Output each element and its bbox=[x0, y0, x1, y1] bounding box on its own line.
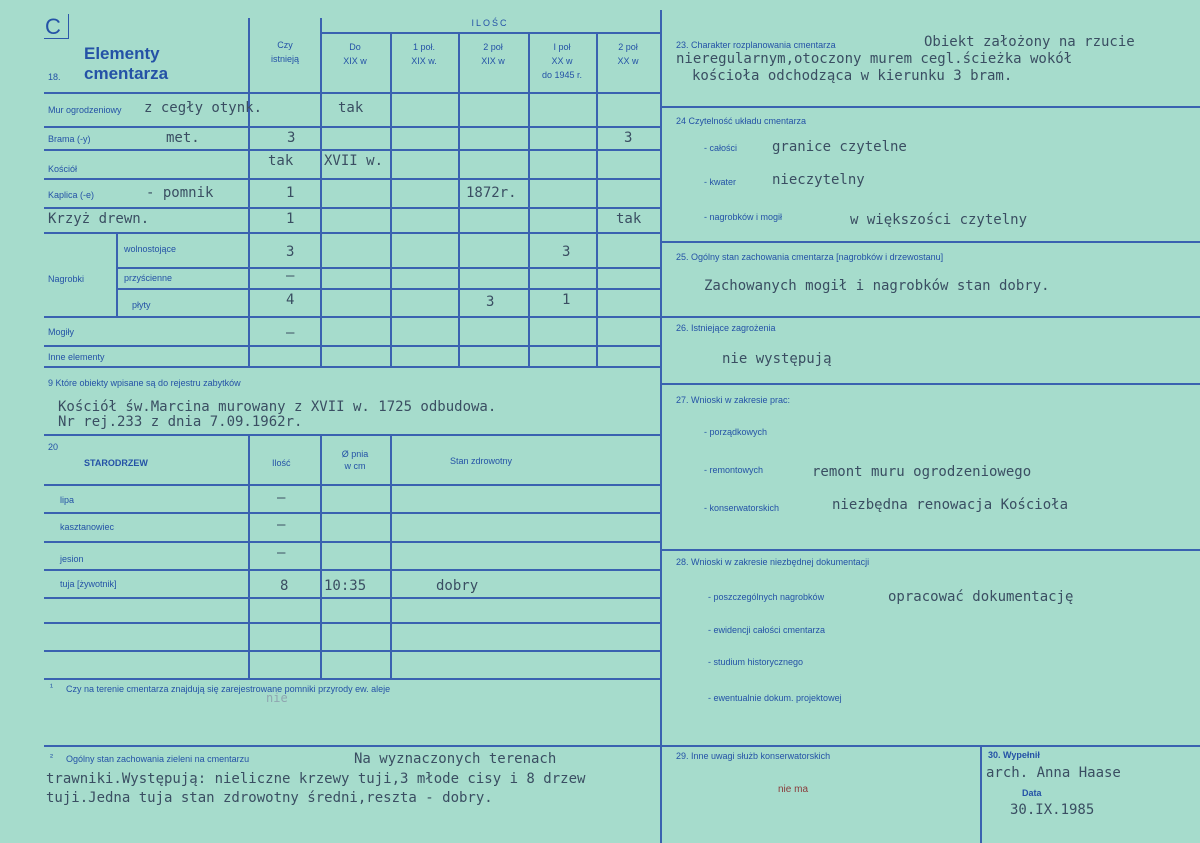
sec27-remontowych-label: - remontowych bbox=[704, 465, 764, 475]
nagrobki-wolnostojace-czy: 3 bbox=[286, 244, 295, 260]
sec22-number: ² bbox=[50, 752, 53, 762]
kosciol-czy: tak bbox=[268, 153, 294, 169]
section-number: 18. bbox=[48, 72, 61, 82]
kaplica-czy: 1 bbox=[286, 185, 295, 201]
row-label-krzyz: Krzyż drewn. bbox=[48, 211, 150, 227]
col-line: XIX w bbox=[481, 56, 505, 66]
sec20-number: 20 bbox=[48, 442, 59, 452]
rule bbox=[44, 434, 660, 436]
col-czy-line: istnieją bbox=[270, 54, 299, 64]
rule bbox=[390, 434, 392, 678]
rule bbox=[44, 678, 660, 680]
col-line: 2 poł bbox=[618, 42, 638, 52]
sec25-value: Zachowanych mogił i nagrobków stan dobry. bbox=[704, 278, 1050, 294]
sec27-label: 27. Wnioski w zakresie prac: bbox=[676, 395, 791, 405]
rule bbox=[44, 345, 660, 347]
row-label-brama: Brama (-y) bbox=[48, 134, 91, 144]
sec23-line1: Obiekt założony na rzucie bbox=[924, 34, 1135, 50]
krzyz-2pol-xx: tak bbox=[616, 211, 642, 227]
row-label-mur: Mur ogrodzeniowy bbox=[48, 105, 122, 115]
sec20-col-ilosc: Ilość bbox=[272, 458, 291, 468]
col-czy-line: Czy bbox=[277, 40, 293, 50]
row-label-mogily: Mogiły bbox=[48, 327, 75, 337]
tree-tuja-stan: dobry bbox=[436, 578, 479, 594]
krzyz-czy: 1 bbox=[286, 211, 295, 227]
sec24-label: 24 Czytelność układu cmentarza bbox=[676, 116, 807, 126]
nagrobki-przyscienne-czy: – bbox=[286, 268, 295, 284]
tree-label-jesion: jesion bbox=[60, 554, 84, 564]
row-label-inne: Inne elementy bbox=[48, 352, 105, 362]
col-line: w cm bbox=[344, 461, 366, 471]
sec27-konserwatorskich-label: - konserwatorskich bbox=[704, 503, 780, 513]
rule bbox=[660, 316, 1200, 318]
sec28-projektowej-label: - ewentualnie dokum. projektowej bbox=[708, 693, 842, 703]
sec24-nagrobkow-value: w większości czytelny bbox=[850, 212, 1028, 228]
col-line: XX w bbox=[617, 56, 639, 66]
row-label-kaplica: Kaplica (-e) bbox=[48, 190, 95, 200]
sec30-date-label: Data bbox=[1022, 788, 1042, 798]
sec23-line3: kościoła odchodząca w kierunku 3 bram. bbox=[692, 68, 1013, 84]
nagrobki-plyty-2pol-xix: 3 bbox=[486, 294, 495, 310]
form-divider-right-bottom bbox=[980, 745, 982, 843]
nagrobki-plyty-czy: 4 bbox=[286, 292, 295, 308]
tree-label-lipa: lipa bbox=[60, 495, 75, 505]
sec28-nagrobkow-label: - poszczególnych nagrobków bbox=[708, 592, 825, 602]
col-do-xix-header bbox=[320, 40, 390, 68]
rule bbox=[44, 178, 660, 180]
section-title-line2: cmentarza bbox=[84, 64, 169, 83]
sec24-nagrobkow-label: - nagrobków i mogił bbox=[704, 212, 783, 222]
rule bbox=[44, 569, 660, 571]
col-2pol-xx-header bbox=[596, 40, 660, 68]
col-line: I poł bbox=[553, 42, 571, 52]
rule bbox=[248, 18, 250, 366]
rule bbox=[44, 622, 660, 624]
kaplica-2pol-xix: 1872r. bbox=[466, 185, 517, 201]
rule bbox=[44, 541, 660, 543]
rule bbox=[44, 149, 660, 151]
nagrobki-wolnostojace-1pol-xx: 3 bbox=[562, 244, 571, 260]
rule bbox=[44, 366, 660, 368]
sec24-calosci-value: granice czytelne bbox=[772, 139, 907, 155]
rule bbox=[116, 288, 660, 290]
rule bbox=[320, 18, 322, 366]
mogily-czy: – bbox=[286, 325, 295, 341]
sec26-value: nie występują bbox=[722, 351, 832, 367]
sec20-col-pien bbox=[320, 448, 390, 472]
sec22-line1: Na wyznaczonych terenach bbox=[354, 751, 557, 767]
nagrobki-plyty-1pol-xx: 1 bbox=[562, 292, 571, 308]
sec19-line1: Kościół św.Marcina murowany z XVII w. 1725 odbudowa. bbox=[58, 399, 497, 415]
sec28-nagrobkow-value: opracować dokumentację bbox=[888, 589, 1074, 605]
sec21-value: nie bbox=[266, 691, 288, 705]
sec27-porzadkowych-label: - porządkowych bbox=[704, 427, 768, 437]
sec24-kwater-value: nieczytelny bbox=[772, 172, 865, 188]
tree-tuja-pien: 10:35 bbox=[324, 578, 367, 594]
kaplica-typed: - pomnik bbox=[146, 185, 214, 201]
sec24-calosci-label: - całości bbox=[704, 143, 738, 153]
rule bbox=[44, 512, 660, 514]
rule bbox=[248, 434, 250, 678]
rule bbox=[44, 745, 1200, 747]
rule bbox=[44, 316, 660, 318]
col-2pol-xix-header bbox=[458, 40, 528, 68]
section-title-line1: Elementy bbox=[84, 44, 160, 63]
row-label-kosciol: Kościół bbox=[48, 164, 78, 174]
row-label-nagrobki: Nagrobki bbox=[48, 274, 85, 284]
rule bbox=[44, 232, 660, 234]
kosciol-do-xix: XVII w. bbox=[324, 153, 384, 169]
tree-kasztanowiec-ilosc: – bbox=[277, 517, 286, 533]
col-line: XX w bbox=[551, 56, 573, 66]
rule bbox=[116, 267, 660, 269]
sec23-line2: nieregularnym,otoczony murem cegl.ścieżka wokół bbox=[676, 51, 1073, 67]
section-letter: C bbox=[45, 14, 61, 39]
rule bbox=[44, 597, 660, 599]
sec29-value: nie ma bbox=[778, 784, 809, 795]
col-czy-header bbox=[250, 38, 320, 66]
sec25-label: 25. Ogólny stan zachowania cmentarza [nagrobków i drzewostanu] bbox=[676, 252, 944, 262]
tree-jesion-ilosc: – bbox=[277, 545, 286, 561]
col-line: 2 poł bbox=[483, 42, 503, 52]
nagrobki-przyscienne-label: przyścienne bbox=[124, 273, 173, 283]
tree-label-kasztanowiec: kasztanowiec bbox=[60, 522, 115, 532]
sec19-line2: Nr rej.233 z dnia 7.09.1962r. bbox=[58, 414, 303, 430]
sec22-line3: tuji.Jedna tuja stan zdrowotny średni,reszta - dobry. bbox=[46, 790, 493, 806]
sec22-line2: trawniki.Występują: nieliczne krzewy tuji,3 młode cisy i 8 drzew bbox=[46, 771, 586, 787]
sec30-name: arch. Anna Haase bbox=[986, 765, 1121, 781]
sec30-label: 30. Wypełnił bbox=[988, 750, 1040, 760]
rule bbox=[44, 207, 660, 209]
sec28-ewidencji-label: - ewidencji całości cmentarza bbox=[708, 625, 826, 635]
brama-czy: 3 bbox=[287, 130, 296, 146]
sec29-label: 29. Inne uwagi służb konserwatorskich bbox=[676, 751, 831, 761]
rule bbox=[660, 383, 1200, 385]
sec21-number: ¹ bbox=[50, 682, 53, 692]
sec20-title: STARODRZEW bbox=[84, 458, 148, 468]
col-line: 1 poł. bbox=[412, 42, 436, 52]
sec26-label: 26. Istniejące zagrożenia bbox=[676, 323, 776, 333]
col-line: Do bbox=[349, 42, 361, 52]
ilosc-header: ILOŚC bbox=[471, 18, 509, 28]
rule bbox=[44, 126, 660, 128]
sec19-label: 9 Które obiekty wpisane są do rejestru zabytków bbox=[48, 378, 241, 388]
sec21-label: Czy na terenie cmentarza znajdują się zarejestrowane pomniki przyrody ew. aleje bbox=[66, 684, 391, 694]
mur-czy: tak bbox=[338, 100, 364, 116]
col-line: XIX w bbox=[343, 56, 367, 66]
tree-tuja-ilosc: 8 bbox=[280, 578, 289, 594]
rule bbox=[660, 549, 1200, 551]
rule bbox=[660, 106, 1200, 108]
rule bbox=[116, 232, 118, 316]
col-1pol-xix-header bbox=[390, 40, 458, 68]
sec24-kwater-label: - kwater bbox=[704, 177, 737, 187]
nagrobki-wolnostojace-label: wolnostojące bbox=[124, 244, 177, 254]
sec28-label: 28. Wnioski w zakresie niezbędnej dokumentacji bbox=[676, 557, 870, 567]
sec27-konserwatorskich-value: niezbędna renowacja Kościoła bbox=[832, 497, 1069, 513]
form-divider-main bbox=[660, 10, 662, 843]
brama-typed: met. bbox=[166, 130, 200, 146]
col-line: Ø pnia bbox=[341, 449, 369, 459]
col-line: XIX w. bbox=[411, 56, 437, 66]
tree-label-tuja: tuja [żywotnik] bbox=[60, 579, 117, 589]
col-1pol-xx-header bbox=[528, 40, 596, 82]
tree-lipa-ilosc: – bbox=[277, 490, 286, 506]
rule bbox=[44, 650, 660, 652]
sec20-col-stan: Stan zdrowotny bbox=[450, 456, 513, 466]
sec28-studium-label: - studium historycznego bbox=[708, 657, 804, 667]
sec30-date: 30.IX.1985 bbox=[1010, 802, 1095, 818]
sec22-label: Ogólny stan zachowania zieleni na cmentarzu bbox=[66, 754, 250, 764]
rule bbox=[660, 241, 1200, 243]
sec23-label: 23. Charakter rozplanowania cmentarza bbox=[676, 40, 836, 50]
sec27-remontowych-value: remont muru ogrodzeniowego bbox=[812, 464, 1032, 480]
rule bbox=[44, 484, 660, 486]
mur-typed: z cegły otynk. bbox=[144, 100, 263, 116]
col-line: do 1945 r. bbox=[541, 70, 583, 80]
rule bbox=[44, 92, 660, 94]
brama-2pol-xx: 3 bbox=[624, 130, 633, 146]
nagrobki-plyty-label: płyty bbox=[132, 300, 151, 310]
rule bbox=[320, 32, 660, 34]
